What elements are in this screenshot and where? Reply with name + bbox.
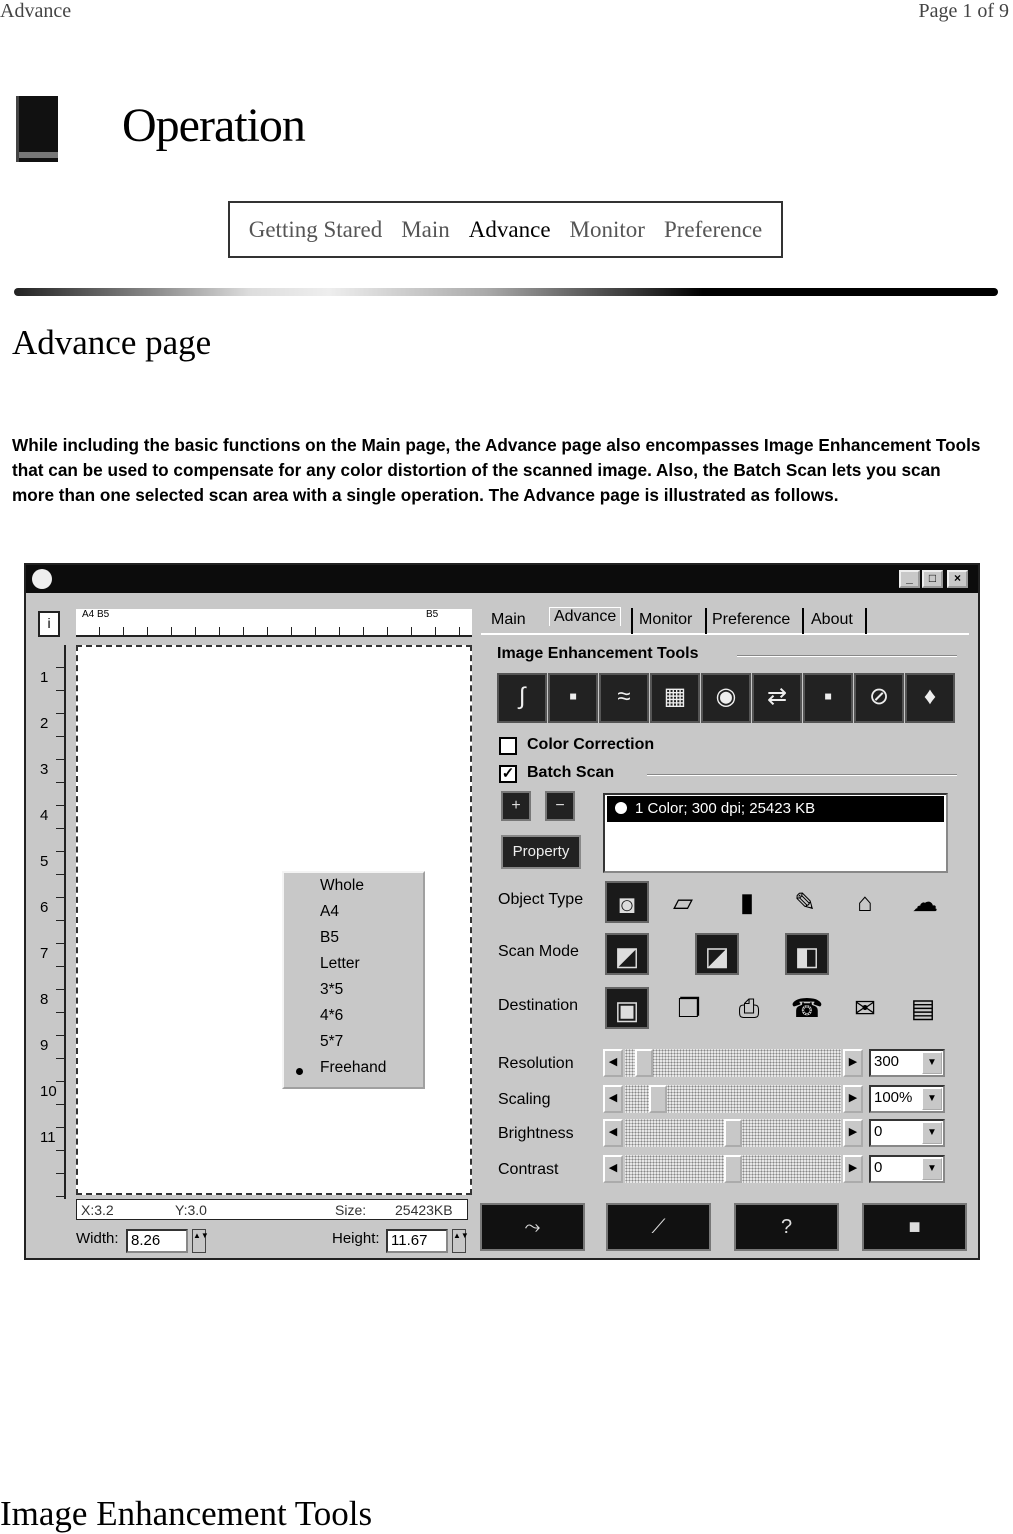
vertical-ruler [38, 645, 66, 1199]
photo-object-icon[interactable]: ◙ [605, 881, 649, 923]
ruler-number: 6 [40, 899, 49, 916]
fax-destination-icon[interactable]: ☎ [790, 993, 824, 1023]
tab-preference[interactable]: Preference [712, 611, 791, 628]
delete-batch-button[interactable]: − [545, 791, 575, 821]
selected-bullet-icon [296, 1068, 303, 1075]
contrast-slider[interactable] [625, 1155, 841, 1183]
width-label: Width: [76, 1230, 119, 1247]
scanner-app-window [24, 563, 980, 1260]
batch-dot-icon [615, 802, 627, 814]
horizontal-ruler [76, 609, 472, 637]
destination-label: Destination [498, 997, 579, 1014]
film-object-icon[interactable]: ▮ [739, 887, 755, 917]
resolution-slider[interactable] [625, 1049, 841, 1077]
brightness-slider-thumb[interactable] [724, 1119, 742, 1147]
menu-item-letter[interactable]: Letter [320, 955, 360, 972]
preview-button[interactable]: ⤳ [480, 1203, 585, 1251]
nav-link-getting-started[interactable]: Getting Stared [248, 216, 383, 242]
control-panel [481, 605, 969, 1185]
scaling-decrease-button[interactable]: ◀ [603, 1085, 623, 1113]
batch-scan-list[interactable] [603, 793, 948, 873]
tab-advance[interactable]: Advance [549, 607, 621, 626]
curve-icon[interactable]: ∫ [497, 673, 547, 723]
batch-list-item[interactable]: 1 Color; 300 dpi; 25423 KB [607, 796, 944, 822]
nav-link-preference[interactable]: Preference [663, 216, 763, 242]
tab-main[interactable]: Main [491, 611, 526, 628]
contrast-label: Contrast [498, 1161, 559, 1178]
resolution-slider-thumb[interactable] [635, 1049, 653, 1077]
scan-preview-area[interactable] [76, 645, 472, 1195]
display-destination-icon[interactable]: ▣ [605, 987, 649, 1029]
scaling-combo[interactable]: 100% ▼ [869, 1085, 945, 1113]
other-object-icon[interactable]: ☁ [912, 887, 938, 917]
object-type-label: Object Type [498, 891, 584, 908]
brightness-slider[interactable] [625, 1119, 841, 1147]
printer-destination-icon[interactable]: ⎙ [738, 993, 760, 1023]
menu-item-whole[interactable]: Whole [320, 877, 364, 894]
color-correction-label: Color Correction [527, 736, 655, 753]
levels-icon[interactable]: ▪ [548, 673, 598, 723]
add-batch-button[interactable]: + [501, 791, 531, 821]
tab-bar [481, 605, 969, 635]
ruler-tag-right: B5 [426, 609, 439, 620]
cursor-x: X:3.2 [81, 1202, 114, 1218]
image-tools-toolbar [497, 673, 957, 723]
email-destination-icon[interactable]: ✉ [854, 993, 876, 1023]
scan-button[interactable]: ⟋ [606, 1203, 711, 1251]
contrast-slider-thumb[interactable] [724, 1155, 742, 1183]
resolution-combo[interactable]: 300 ▼ [869, 1049, 945, 1077]
ruler-number: 11 [40, 1129, 56, 1146]
section-title: Advance page [12, 323, 212, 362]
menu-item-freehand[interactable]: Freehand [320, 1059, 387, 1076]
color-balance-icon[interactable]: ▦ [650, 673, 700, 723]
minimize-button[interactable]: _ [899, 570, 920, 588]
contrast-increase-button[interactable]: ▶ [843, 1155, 863, 1183]
batch-scan-label: Batch Scan [527, 764, 615, 781]
close-button[interactable]: × [947, 570, 968, 588]
scaling-slider[interactable] [625, 1085, 841, 1113]
height-spinner[interactable]: ▲▼ [452, 1229, 466, 1253]
ruler-number: 5 [40, 853, 49, 870]
chevron-down-icon[interactable]: ▼ [922, 1088, 942, 1110]
resolution-label: Resolution [498, 1055, 574, 1072]
ruler-number: 10 [40, 1083, 57, 1100]
property-button[interactable]: Property [501, 835, 581, 869]
exit-button[interactable]: ■ [862, 1203, 967, 1251]
chevron-down-icon[interactable]: ▼ [922, 1052, 942, 1074]
status-bar [76, 1199, 468, 1220]
ruler-tag-left: A4 B5 [82, 609, 110, 620]
ruler-number: 7 [40, 945, 49, 962]
grayscale-mode-icon[interactable]: ◪ [695, 933, 739, 975]
page-header-right: Page 1 of 9 [918, 0, 1009, 22]
contrast-decrease-button[interactable]: ◀ [603, 1155, 623, 1183]
scaling-label: Scaling [498, 1091, 551, 1108]
resolution-decrease-button[interactable]: ◀ [603, 1049, 623, 1077]
brightness-decrease-button[interactable]: ◀ [603, 1119, 623, 1147]
page-title: Operation [122, 99, 305, 152]
brightness-combo[interactable]: 0 ▼ [869, 1119, 945, 1147]
menu-item-5x7[interactable]: 5*7 [320, 1033, 344, 1050]
chevron-down-icon[interactable]: ▼ [922, 1122, 942, 1144]
sharpen-icon[interactable]: ♦ [905, 673, 955, 723]
card-object-icon[interactable]: ⌂ [857, 887, 873, 917]
menu-item-4x6[interactable]: 4*6 [320, 1007, 344, 1024]
batch-scan-checkbox[interactable]: ✓ [499, 765, 517, 783]
menu-item-b5[interactable]: B5 [320, 929, 339, 946]
height-label: Height: [332, 1230, 380, 1247]
saturation-icon[interactable]: ▪ [803, 673, 853, 723]
scan-size-menu [282, 871, 425, 1089]
width-field[interactable]: 8.26 [126, 1229, 188, 1253]
descreen-icon[interactable]: ⊘ [854, 673, 904, 723]
scan-mode-label: Scan Mode [498, 943, 579, 960]
ruler-number: 9 [40, 1037, 49, 1054]
contrast-combo[interactable]: 0 ▼ [869, 1155, 945, 1183]
resolution-increase-button[interactable]: ▶ [843, 1049, 863, 1077]
clipboard-destination-icon[interactable]: ▤ [910, 993, 936, 1023]
cursor-y: Y:3.0 [175, 1202, 207, 1218]
width-spinner[interactable]: ▲▼ [192, 1229, 206, 1253]
ruler-number: 3 [40, 761, 49, 778]
next-section-title: Image Enhancement Tools [0, 1494, 373, 1533]
divider-rule [14, 288, 998, 296]
document-object-icon[interactable]: ▱ [673, 887, 693, 917]
height-field[interactable]: 11.67 [386, 1229, 448, 1253]
ruler-number: 2 [40, 715, 49, 732]
copy-destination-icon[interactable]: ❐ [677, 993, 701, 1023]
book-icon [16, 96, 58, 162]
menu-item-a4[interactable]: A4 [320, 903, 339, 920]
intro-paragraph: While including the basic functions on the Main page, the Advance page also encompasses Image Enhancement Tools that can be used to compensate for any color distortion of the scanned image. Also, the Batch Scan lets you scan more than one selected scan area with a single operation. The Advance page is illustrated as follows. [12, 435, 981, 505]
nav-link-advance[interactable]: Advance [468, 216, 551, 242]
size-label: Size: [335, 1202, 367, 1218]
ruler-unit-button[interactable]: i [38, 611, 60, 637]
page-header-left: Advance [0, 0, 72, 22]
nav-link-main[interactable]: Main [401, 216, 450, 242]
tab-about[interactable]: About [811, 611, 853, 628]
menu-item-3x5[interactable]: 3*5 [320, 981, 344, 998]
app-logo-icon [32, 569, 52, 589]
tab-monitor[interactable]: Monitor [639, 611, 693, 628]
scaling-slider-thumb[interactable] [649, 1085, 667, 1113]
maximize-button[interactable]: □ [922, 570, 943, 588]
window-title-bar [26, 565, 978, 593]
ruler-number: 1 [40, 669, 49, 686]
image-tools-group-label: Image Enhancement Tools [497, 645, 699, 662]
scaling-increase-button[interactable]: ▶ [843, 1085, 863, 1113]
help-button[interactable]: ? [734, 1203, 839, 1251]
hue-icon[interactable]: ◉ [701, 673, 751, 723]
nav-link-monitor[interactable]: Monitor [569, 216, 645, 242]
color-correction-checkbox[interactable] [499, 737, 517, 755]
brightness-label: Brightness [498, 1125, 574, 1142]
histogram-icon[interactable]: ≈ [599, 673, 649, 723]
swap-icon[interactable]: ⇄ [752, 673, 802, 723]
bw-mode-icon[interactable]: ◧ [785, 933, 829, 975]
chevron-down-icon[interactable]: ▼ [922, 1158, 942, 1180]
brightness-increase-button[interactable]: ▶ [843, 1119, 863, 1147]
ruler-number: 8 [40, 991, 49, 1008]
book-object-icon[interactable]: ✎ [794, 887, 816, 917]
color-mode-icon[interactable]: ◩ [605, 933, 649, 975]
ruler-number: 4 [40, 807, 49, 824]
chapter-nav [228, 201, 783, 258]
size-value: 25423KB [395, 1202, 453, 1218]
